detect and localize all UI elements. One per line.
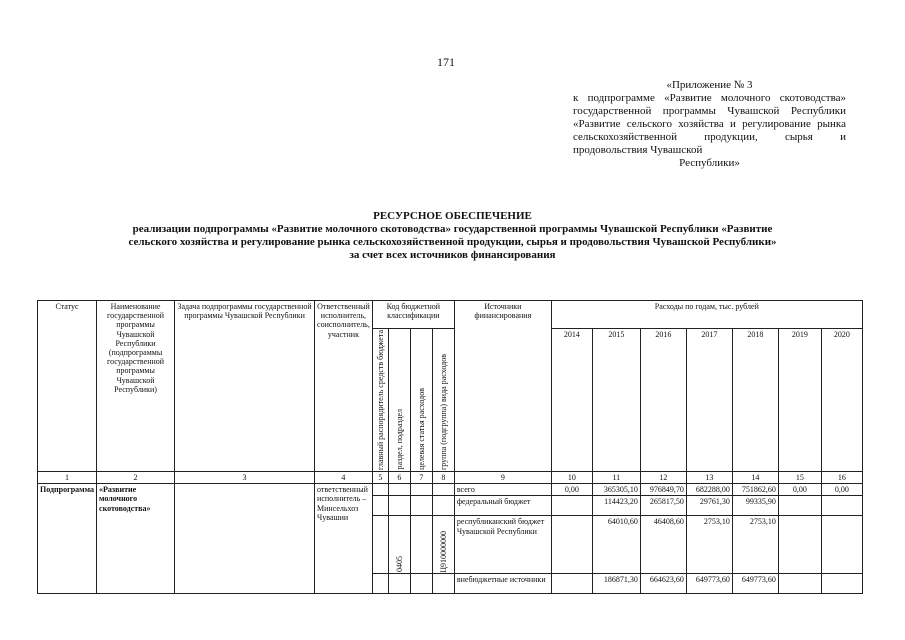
col-number: 16 — [821, 471, 862, 483]
task-cell — [175, 484, 315, 594]
appendix-body: к подпрограмме «Развитие молочного скотоводства» государственной программы Чувашской Республики «Развитие сельского хозяйства и регулирование рынка сельскохозяйственной продукции, сырья и продовольствия Чувашской — [573, 92, 846, 156]
col-number: 14 — [732, 471, 778, 483]
code-cell — [432, 496, 454, 516]
value-cell — [778, 516, 821, 574]
col-number: 7 — [410, 471, 432, 483]
code-cell — [388, 496, 410, 516]
value-cell: 0,00 — [551, 484, 592, 496]
header-code-col — [388, 329, 410, 472]
code-cell — [432, 574, 454, 594]
col-number: 11 — [592, 471, 640, 483]
code-cell — [410, 496, 432, 516]
target-code: Ц910000000 — [438, 530, 448, 573]
code-cell — [372, 496, 388, 516]
value-cell: 0,00 — [821, 484, 862, 496]
code-cell — [372, 484, 388, 496]
col-number: 9 — [454, 471, 551, 483]
value-cell: 114423,20 — [592, 496, 640, 516]
col-number: 4 — [315, 471, 373, 483]
col-number: 3 — [175, 471, 315, 483]
value-cell — [551, 516, 592, 574]
source-cell: республиканский бюджет Чувашской Республики — [454, 516, 551, 574]
col-number: 13 — [686, 471, 732, 483]
source-cell: внебюджетные источники — [454, 574, 551, 594]
code-cell — [432, 484, 454, 496]
header-code-col — [410, 329, 432, 472]
value-cell — [821, 516, 862, 574]
header-expenses: Расходы по годам, тыс. рублей — [551, 301, 862, 329]
code-cell — [410, 484, 432, 496]
name-cell: «Развитие молочного скотоводства» — [97, 484, 175, 594]
header-code-col — [432, 329, 454, 472]
code-cell — [388, 484, 410, 496]
header-code-3: группа (подгруппа) вида расходов — [438, 353, 448, 470]
value-cell — [821, 574, 862, 594]
title-line-1: РЕСУРСНОЕ ОБЕСПЕЧЕНИЕ — [373, 210, 532, 222]
value-cell — [551, 496, 592, 516]
col-number: 5 — [372, 471, 388, 483]
header-task: Задача подпрограммы государственной программы Чувашской Республики — [175, 301, 315, 472]
header-budget-code: Код бюджетной классификации — [372, 301, 454, 329]
value-cell: 682288,00 — [686, 484, 732, 496]
code-cell — [372, 516, 388, 574]
code-cell — [388, 516, 410, 574]
col-number: 10 — [551, 471, 592, 483]
value-cell: 2753,10 — [686, 516, 732, 574]
value-cell: 29761,30 — [686, 496, 732, 516]
resource-table — [37, 300, 863, 594]
title-line-2: реализации подпрограммы «Развитие молочного скотоводства» государственной программы Чувашской Республики «Развитие — [132, 223, 773, 235]
table-row — [38, 484, 863, 496]
header-status: Статус — [38, 301, 97, 472]
value-cell — [551, 574, 592, 594]
col-number: 2 — [97, 471, 175, 483]
value-cell: 976849,70 — [640, 484, 686, 496]
header-sources: Источники финансирования — [454, 301, 551, 472]
col-number: 6 — [388, 471, 410, 483]
col-number: 12 — [640, 471, 686, 483]
title-line-4: за счет всех источников финансирования — [349, 249, 556, 261]
header-code-col — [372, 329, 388, 472]
section-code: 0405 — [394, 556, 404, 573]
header-year: 2018 — [732, 329, 778, 472]
header-year: 2015 — [592, 329, 640, 472]
header-name: Наименование государственной программы Чувашской Республики (подпрограммы государственной программы Чувашской Республики) — [97, 301, 175, 472]
value-cell: 99335,90 — [732, 496, 778, 516]
appendix-note — [573, 79, 846, 170]
col-number: 1 — [38, 471, 97, 483]
source-cell: федеральный бюджет — [454, 496, 551, 516]
header-year: 2017 — [686, 329, 732, 472]
code-cell — [410, 516, 432, 574]
header-code-1: раздел, подраздел — [394, 409, 404, 470]
value-cell: 751862,60 — [732, 484, 778, 496]
status-cell: Подпрограмма — [38, 484, 97, 594]
code-cell — [410, 574, 432, 594]
header-year: 2016 — [640, 329, 686, 472]
value-cell: 2753,10 — [732, 516, 778, 574]
value-cell: 64010,60 — [592, 516, 640, 574]
col-number: 15 — [778, 471, 821, 483]
value-cell: 186871,30 — [592, 574, 640, 594]
appendix-title: «Приложение № 3 — [666, 79, 753, 91]
header-year: 2019 — [778, 329, 821, 472]
header-responsible: Ответственный исполнитель, соисполнитель, участник — [315, 301, 373, 472]
header-code-2: целевая статья расходов — [416, 388, 426, 470]
document-title — [60, 210, 845, 262]
page-number: 171 — [437, 55, 455, 69]
value-cell: 649773,60 — [732, 574, 778, 594]
value-cell: 46408,60 — [640, 516, 686, 574]
header-year: 2014 — [551, 329, 592, 472]
value-cell: 365305,10 — [592, 484, 640, 496]
col-number: 8 — [432, 471, 454, 483]
title-line-3: сельского хозяйства и регулирование рынка сельскохозяйственной продукции, сырья и продовольствия Чувашской Республики» — [128, 236, 777, 248]
header-year: 2020 — [821, 329, 862, 472]
source-cell: всего — [454, 484, 551, 496]
code-cell — [432, 516, 454, 574]
responsible-cell: ответственный исполнитель – Минсельхоз Чувашии — [315, 484, 373, 594]
value-cell — [778, 574, 821, 594]
value-cell — [821, 496, 862, 516]
value-cell — [778, 496, 821, 516]
code-cell — [372, 574, 388, 594]
value-cell: 664623,60 — [640, 574, 686, 594]
code-cell — [388, 574, 410, 594]
header-code-0: главный распорядитель средств бюджета — [375, 330, 385, 470]
appendix-last: Республики» — [679, 157, 740, 169]
value-cell: 649773,60 — [686, 574, 732, 594]
value-cell: 0,00 — [778, 484, 821, 496]
value-cell: 265817,50 — [640, 496, 686, 516]
